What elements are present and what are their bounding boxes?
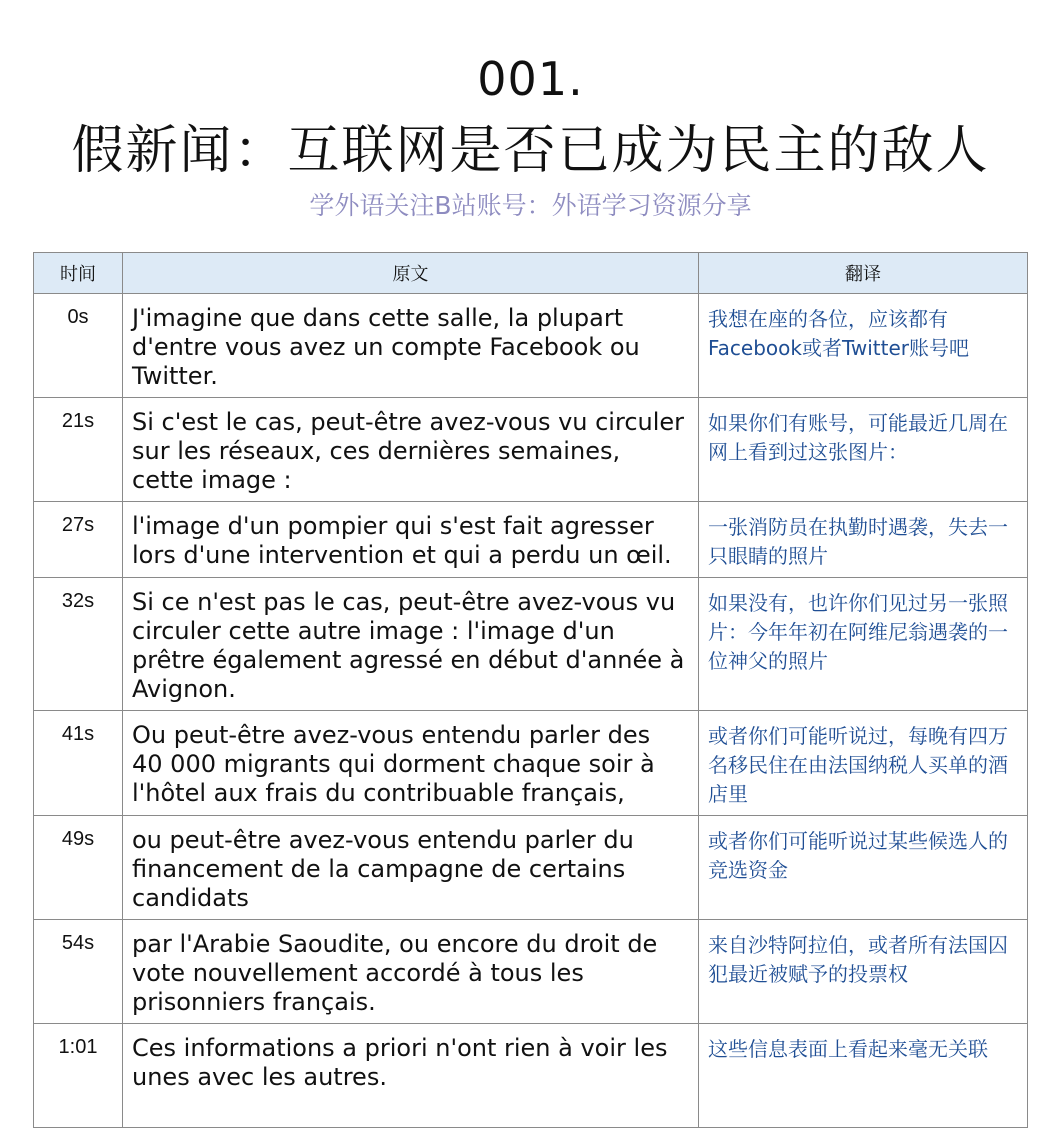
original-cell: J'imagine que dans cette salle, la plupart d'entre vous avez un compte Facebook ou Twitter.	[123, 294, 699, 398]
original-cell: Si ce n'est pas le cas, peut-être avez-vous vu circuler cette autre image : l'image d'un prêtre également agressé en début d'année à Avignon.	[123, 578, 699, 711]
col-header-time: 时间	[34, 253, 123, 294]
table-row	[34, 398, 1028, 502]
time-cell: 27s	[34, 502, 123, 578]
doc-title: 假新闻：互联网是否已成为民主的敌人	[71, 121, 990, 181]
time-cell: 41s	[34, 711, 123, 816]
translation-cell: 这些信息表面上看起来毫无关联	[699, 1024, 1028, 1128]
translation-cell: 来自沙特阿拉伯，或者所有法国囚犯最近被赋予的投票权	[699, 920, 1028, 1024]
original-cell: Si c'est le cas, peut-être avez-vous vu circuler sur les réseaux, ces dernières semaines, cette image :	[123, 398, 699, 502]
time-cell: 54s	[34, 920, 123, 1024]
time-cell: 0s	[34, 294, 123, 398]
subtitle-table	[33, 252, 1028, 1128]
doc-subtitle: 学外语关注B站账号：外语学习资源分享	[309, 191, 752, 220]
translation-cell: 一张消防员在执勤时遇袭，失去一只眼睛的照片	[699, 502, 1028, 578]
col-header-translation: 翻译	[699, 253, 1028, 294]
doc-number: 001.	[477, 52, 584, 106]
time-cell: 21s	[34, 398, 123, 502]
translation-cell: 如果没有，也许你们见过另一张照片：今年年初在阿维尼翁遇袭的一位神父的照片	[699, 578, 1028, 711]
time-cell: 49s	[34, 816, 123, 920]
original-cell: ou peut-être avez-vous entendu parler du financement de la campagne de certains candidats	[123, 816, 699, 920]
table-row	[34, 816, 1028, 920]
table-row	[34, 920, 1028, 1024]
table-row	[34, 502, 1028, 578]
original-cell: par l'Arabie Saoudite, ou encore du droit de vote nouvellement accordé à tous les prisonniers français.	[123, 920, 699, 1024]
table-header-row	[34, 253, 1028, 294]
time-cell: 1:01	[34, 1024, 123, 1128]
translation-cell: 或者你们可能听说过某些候选人的竞选资金	[699, 816, 1028, 920]
translation-cell: 如果你们有账号，可能最近几周在网上看到过这张图片：	[699, 398, 1028, 502]
original-cell: Ou peut-être avez-vous entendu parler des 40 000 migrants qui dorment chaque soir à l'hôtel aux frais du contribuable français,	[123, 711, 699, 816]
col-header-original: 原文	[123, 253, 699, 294]
translation-cell: 我想在座的各位，应该都有Facebook或者Twitter账号吧	[699, 294, 1028, 398]
table-row	[34, 711, 1028, 816]
original-cell: Ces informations a priori n'ont rien à voir les unes avec les autres.	[123, 1024, 699, 1128]
time-cell: 32s	[34, 578, 123, 711]
original-cell: l'image d'un pompier qui s'est fait agresser lors d'une intervention et qui a perdu un œil.	[123, 502, 699, 578]
table-row	[34, 294, 1028, 398]
table-row	[34, 1024, 1028, 1128]
table-row	[34, 578, 1028, 711]
translation-cell: 或者你们可能听说过，每晚有四万名移民住在由法国纳税人买单的酒店里	[699, 711, 1028, 816]
